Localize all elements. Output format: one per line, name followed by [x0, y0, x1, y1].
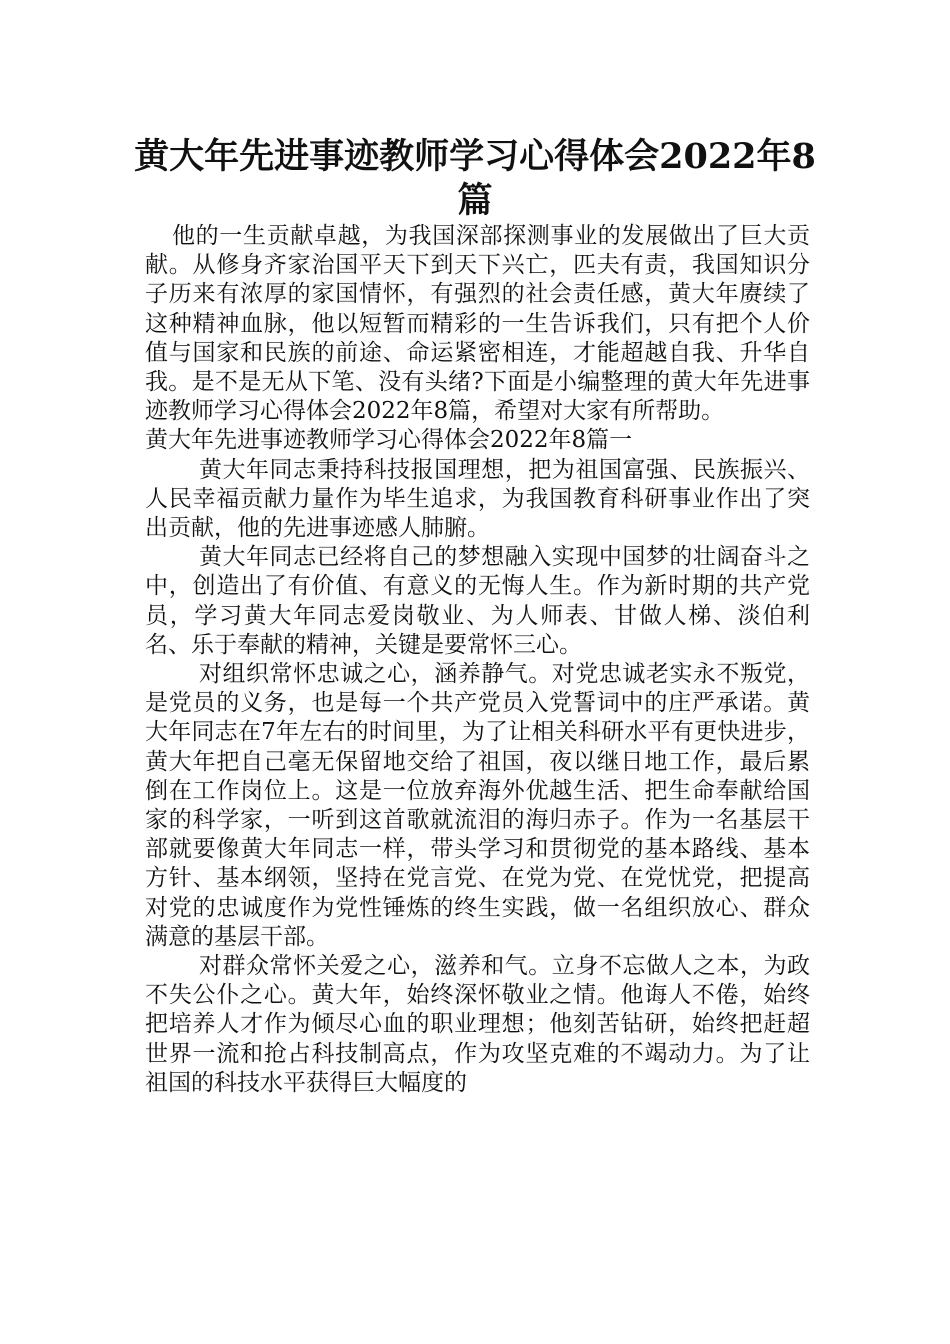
body-paragraph-3: 对组织常怀忠诚之心，涵养静气。对党忠诚老实永不叛党，是党员的义务，也是每一个共产党员入党誓词中的庄严承诺。黄大年同志在7年左右的时间里，为了让相关科研水平有更快进步，黄大年把自己毫无保留地交给了祖国，夜以继日地工作，最后累倒在工作岗位上。这是一位放弃海外优越生活、把生命奉献给国家的科学家，一听到这首歌就流泪的海归赤子。作为一名基层干部就要像黄大年同志一样，带头学习和贯彻党的基本路线、基本方针、基本纲领，坚持在党言党、在党为党、在党忧党，把提高对党的忠诚度作为党性锤炼的终生实践，做一名组织放心、群众满意的基层干部。: [145, 661, 810, 950]
body-paragraph-1: 黄大年同志秉持科技报国理想，把为祖国富强、民族振兴、人民幸福贡献力量作为毕生追求，为我国教育科研事业作出了突出贡献，他的先进事迹感人肺腑。: [145, 456, 810, 542]
body-paragraph-2: 黄大年同志已经将自己的梦想融入实现中国梦的壮阔奋斗之中，创造出了有价值、有意义的无悔人生。作为新时期的共产党员，学习黄大年同志爱岗敬业、为人师表、甘做人梯、淡伯利名、乐于奉献的精神，关键是要常怀三心。: [145, 544, 810, 658]
section-heading: 黄大年先进事迹教师学习心得体会2022年8篇一: [145, 427, 633, 454]
document-title: 黄大年先进事迹教师学习心得体会2022年8篇: [134, 136, 816, 221]
body-paragraph-4: 对群众常怀关爱之心，滋养和气。立身不忘做人之本，为政不失公仆之心。黄大年，始终深怀敬业之情。他诲人不倦，始终把培养人才作为倾尽心血的职业理想；他刻苦钻研，始终把赶超世界一流和抢占科技制高点，作为攻坚克难的不竭动力。为了让祖国的科技水平获得巨大幅度的: [145, 953, 810, 1096]
document-body: [145, 222, 810, 1098]
intro-paragraph: 他的一生贡献卓越，为我国深部探测事业的发展做出了巨大贡献。从修身齐家治国平天下到天下兴亡，匹夫有责，我国知识分子历来有浓厚的家国情怀，有强烈的社会责任感，黄大年赓续了这种精神血脉，他以短暂而精彩的一生告诉我们，只有把个人价值与国家和民族的前途、命运紧密相连，才能超越自我、升华自我。是不是无从下笔、没有头绪?下面是小编整理的黄大年先进事迹教师学习心得体会2022年8篇，希望对大家有所帮助。: [145, 223, 810, 425]
